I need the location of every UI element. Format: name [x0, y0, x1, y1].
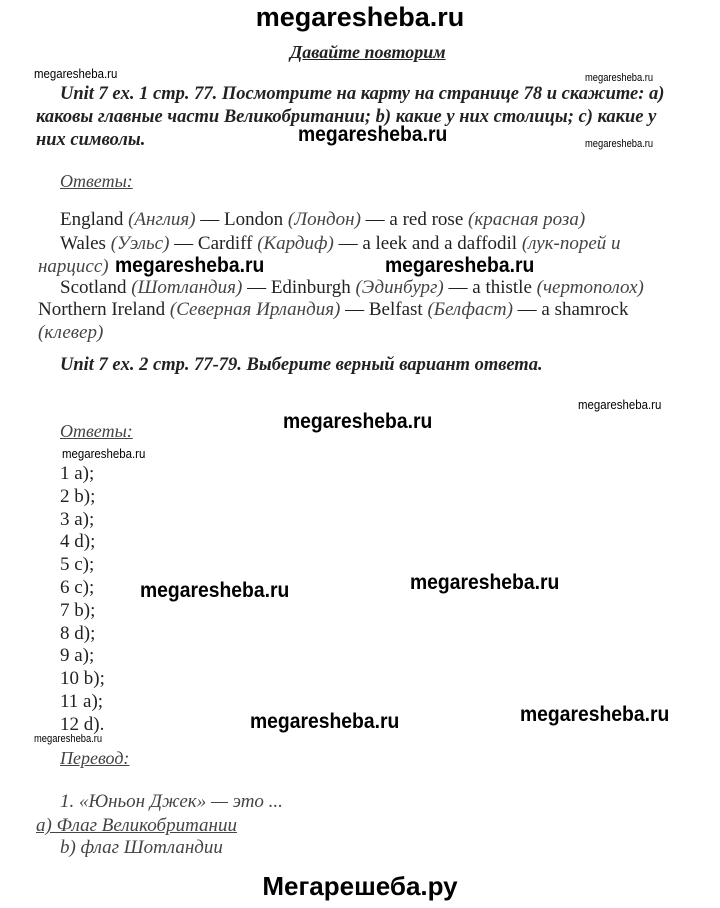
- answer-wales: [60, 233, 621, 255]
- site-header: megaresheba.ru: [255, 2, 465, 32]
- capital: London: [224, 209, 284, 230]
- answer-item: 1 a);: [60, 463, 95, 484]
- watermark: megaresheba.ru: [385, 254, 535, 277]
- answers-heading: Ответы:: [60, 421, 133, 441]
- translation-heading: Перевод:: [60, 748, 130, 768]
- capital-ru: (Эдинбург): [355, 277, 444, 298]
- exercise-1-line: каковы главные части Великобритании; b) какие у них столицы; c) какие у: [36, 107, 657, 127]
- translation-question: 1. «Юньон Джек» — это ...: [60, 791, 283, 812]
- capital: Edinburgh: [270, 277, 351, 298]
- symbol-ru: (красная роза): [468, 209, 586, 230]
- dash: —: [195, 209, 225, 230]
- watermark: megaresheba.ru: [520, 703, 670, 726]
- answer-item: 8 d);: [60, 622, 96, 644]
- country: Wales: [60, 233, 106, 254]
- dash: —: [169, 233, 198, 254]
- watermark: megaresheba.ru: [585, 72, 654, 84]
- answer-item: 12 d).: [60, 713, 105, 735]
- symbol-ru: (чертополох): [536, 277, 644, 298]
- symbol: a leek and a daffodil: [362, 233, 518, 254]
- answer-northern-ireland: [38, 299, 628, 321]
- answer-scotland: [60, 277, 644, 299]
- page-title: Давайте повторим: [290, 42, 446, 62]
- symbol-ru-cont: нарцисс): [38, 256, 109, 277]
- answer-item: 3 a);: [60, 508, 95, 530]
- country-ru: (Северная Ирландия): [169, 299, 341, 320]
- answer-item: 10 b);: [60, 668, 105, 690]
- answer-item: 7 b);: [60, 599, 96, 621]
- dash: —: [443, 277, 473, 298]
- dash: —: [242, 277, 271, 298]
- watermark: megaresheba.ru: [115, 254, 265, 277]
- answer-item: 11 a);: [60, 691, 104, 712]
- capital-ru: (Белфаст): [427, 299, 513, 320]
- dash: —: [333, 233, 363, 254]
- watermark: megaresheba.ru: [34, 733, 103, 745]
- answer-item: 6 c);: [60, 577, 95, 598]
- translation-option-b: b) флаг Шотландии: [60, 837, 223, 858]
- watermark: megaresheba.ru: [585, 138, 654, 150]
- country: England: [60, 209, 124, 230]
- capital-ru: (Лондон): [287, 209, 361, 230]
- country-ru: (Уэльс): [110, 233, 170, 254]
- answers-heading: Ответы:: [60, 171, 133, 191]
- answer-item: 5 c);: [60, 554, 95, 576]
- country-ru: (Шотландия): [131, 277, 243, 298]
- exercise-1-line: них символы.: [36, 130, 146, 150]
- dash: —: [340, 299, 369, 320]
- answer-item: 9 a);: [60, 645, 95, 667]
- capital: Belfast: [368, 299, 423, 320]
- translation-option-a: a) Флаг Великобритании: [36, 815, 237, 836]
- watermark: megaresheba.ru: [140, 579, 290, 602]
- capital-ru: (Кардиф): [257, 233, 334, 254]
- watermark: megaresheba.ru: [283, 410, 433, 433]
- exercise-1-line: Unit 7 ex. 1 стр. 77. Посмотрите на карту на странице 78 и скажите: a): [60, 84, 665, 104]
- symbol-ru: (клевер): [38, 322, 104, 343]
- watermark: megaresheba.ru: [298, 123, 448, 146]
- exercise-2-line: Unit 7 ex. 2 стр. 77-79. Выберите верный вариант ответа.: [60, 355, 543, 375]
- watermark: megaresheba.ru: [410, 571, 560, 594]
- watermark: megaresheba.ru: [578, 397, 662, 412]
- dash: —: [360, 209, 390, 230]
- capital: Cardiff: [197, 233, 253, 254]
- country: Northern Ireland: [38, 299, 166, 320]
- country-ru: (Англия): [128, 209, 196, 230]
- answer-item: 4 d);: [60, 531, 96, 553]
- site-footer: Мегарешеба.ру: [262, 871, 458, 901]
- symbol: a shamrock: [541, 299, 629, 320]
- answer-item: 2 b);: [60, 485, 96, 507]
- country: Scotland: [60, 277, 127, 298]
- answer-england: [60, 209, 585, 231]
- dash: —: [512, 299, 542, 320]
- symbol-ru: (лук-порей и: [521, 233, 621, 254]
- watermark: megaresheba.ru: [62, 446, 146, 461]
- watermark: megaresheba.ru: [250, 710, 400, 733]
- symbol: a thistle: [472, 277, 532, 298]
- symbol: a red rose: [389, 209, 464, 230]
- watermark: megaresheba.ru: [34, 66, 118, 81]
